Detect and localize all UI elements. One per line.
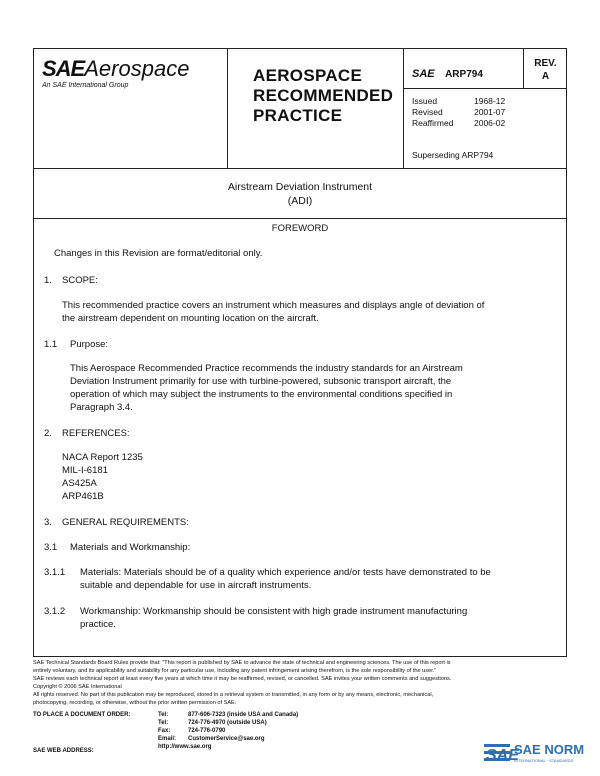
logo-aerospace-text: Aerospace — [84, 56, 190, 81]
title-line-1: Airstream Deviation Instrument — [227, 181, 373, 193]
issued-value: 1968-12 — [474, 96, 506, 106]
reference-item: ARP461B — [62, 491, 104, 502]
email-label: Email: — [158, 736, 177, 742]
web-label: SAE WEB ADDRESS: — [33, 748, 94, 754]
superseding-note: Superseding ARP794 — [412, 150, 494, 160]
section-1-1-line-4: Paragraph 3.4. — [70, 402, 133, 413]
sae-norm-mark: SAE — [486, 747, 519, 764]
doc-type-line-1: AEROSPACE — [253, 66, 363, 85]
tel-inside-usa[interactable]: 877-606-7323 (inside USA and Canada) — [188, 712, 299, 718]
foreword-text: Changes in this Revision are format/editorial only. — [54, 248, 263, 259]
revised-value: 2001-07 — [474, 107, 506, 117]
sae-norm-subtitle: INTERNATIONAL · STANDARDS — [514, 758, 574, 763]
header-col-divider-1 — [227, 48, 228, 168]
section-1-line-2: the airstream dependent on mounting location on the aircraft. — [62, 313, 319, 324]
section-1-1-line-2: Deviation Instrument primarily for use with turbine-powered, subsonic transport aircraft, the — [70, 376, 452, 387]
rev-value: A — [541, 71, 550, 82]
doc-type-line-3: PRACTICE — [253, 106, 343, 125]
section-1-1-line-3: operation of which may subject the instruments to the environmental conditions specified in — [70, 389, 453, 400]
section-2-number: 2. — [44, 428, 52, 439]
section-3-1-heading — [44, 541, 190, 554]
logo-subtitle: An SAE International Group — [42, 82, 129, 89]
email-link[interactable]: CustomerService@sae.org — [188, 736, 265, 742]
doc-type-line-2: RECOMMENDED — [253, 86, 394, 105]
section-1-1-line-1: This Aerospace Recommended Practice recommends the industry standards for an Airstream — [70, 363, 463, 374]
issue-dates — [412, 96, 505, 129]
section-2-heading — [44, 427, 130, 440]
sae-norm-text: SAE NORM — [514, 742, 585, 757]
order-label: TO PLACE A DOCUMENT ORDER: — [33, 712, 131, 718]
sae-mark-small: SAE — [412, 68, 435, 80]
header-col-divider-2 — [403, 48, 404, 168]
section-3-heading — [44, 516, 189, 529]
section-1-number: 1. — [44, 275, 52, 286]
meta-divider — [403, 88, 567, 89]
section-1-1-text — [70, 362, 463, 414]
document-type — [253, 66, 393, 126]
section-1-text — [62, 299, 484, 325]
reference-item: AS425A — [62, 478, 97, 489]
contact-block — [158, 711, 298, 751]
footer-rights-line-1: All rights reserved. No part of this publication may be reproduced, stored in a retrieval system or transmitted, in any form or by any means, electronic, mechanical, — [33, 692, 434, 698]
title-divider — [33, 218, 567, 219]
section-3-1-1-line-2: suitable and dependable for use in aircraft instruments. — [80, 580, 312, 591]
reference-item: NACA Report 1235 — [62, 452, 143, 463]
sae-aerospace-logo — [42, 56, 189, 82]
section-3-number: 3. — [44, 517, 52, 528]
sae-norm-icon — [484, 742, 519, 764]
revised-label: Revised — [412, 107, 443, 117]
footer-rules-line-2: entirely voluntary, and its applicability and suitability for any particular use, including any patent infringement arising therefrom, is the sole responsibility of the user." — [33, 668, 437, 674]
fax-label: Fax: — [158, 728, 171, 734]
section-3-1-title: Materials and Workmanship: — [70, 542, 191, 553]
tel-label: Tel: — [158, 720, 169, 726]
section-3-1-2-line-1: Workmanship: Workmanship should be consistent with high grade instrument manufacturing — [80, 606, 468, 617]
footer-rules-line-1: SAE Technical Standards Board Rules provide that: "This report is published by SAE to advance the state of technical and engineering sciences. The use of this report is — [33, 660, 451, 666]
sae-norm-logo — [484, 740, 594, 770]
fax-number: 724-776-0790 — [188, 728, 226, 734]
section-3-1-1-number: 3.1.1 — [44, 567, 66, 578]
document-number — [412, 64, 483, 82]
footer-legal — [33, 659, 567, 707]
section-1-1-heading — [44, 338, 108, 351]
title-line-2: (ADI) — [287, 195, 313, 207]
header-divider — [33, 168, 567, 169]
arp-number: ARP794 — [445, 69, 483, 80]
reaffirmed-label: Reaffirmed — [412, 118, 454, 128]
reaffirmed-value: 2006-02 — [474, 118, 506, 128]
revision-box — [524, 57, 567, 83]
footer-rights-line-2: photocopying, recording, or otherwise, without the prior written permission of SAE. — [33, 700, 237, 706]
section-1-1-number: 1.1 — [44, 339, 58, 350]
reference-item: MIL-I-6181 — [62, 465, 108, 476]
document-title — [33, 180, 567, 208]
section-3-1-2-number: 3.1.2 — [44, 606, 66, 617]
rev-label: REV. — [534, 58, 557, 69]
section-1-title: SCOPE: — [62, 275, 98, 286]
web-address-link[interactable]: http://www.sae.org — [158, 744, 212, 750]
issued-label: Issued — [412, 96, 438, 106]
section-3-1-2-line-2: practice. — [80, 619, 116, 630]
section-3-1-1-text — [80, 566, 491, 592]
section-2-title: REFERENCES: — [62, 428, 130, 439]
section-3-1-1-line-1: Materials: Materials should be of a quality which experience and/or tests have demonstrated to be — [80, 567, 491, 578]
tel-outside-usa[interactable]: 724-776-4970 (outside USA) — [188, 720, 267, 726]
section-1-heading — [44, 274, 98, 287]
footer-copyright: Copyright © 2006 SAE International — [33, 684, 122, 690]
section-1-line-1: This recommended practice covers an instrument which measures and displays angle of deviation of — [62, 300, 485, 311]
section-3-1-2-text — [80, 605, 467, 631]
foreword-heading: FOREWORD — [271, 223, 329, 234]
section-1-1-title: Purpose: — [70, 339, 109, 350]
logo-sae-text: SAE — [42, 56, 85, 81]
footer-review-line: SAE reviews each technical report at least every five years at which time it may be reaffirmed, revised, or cancelled. SAE invites your written comments and suggestions. — [33, 676, 452, 682]
section-3-title: GENERAL REQUIREMENTS: — [62, 517, 189, 528]
tel-label: Tel: — [158, 712, 169, 718]
references-list — [62, 451, 143, 503]
section-3-1-number: 3.1 — [44, 542, 58, 553]
